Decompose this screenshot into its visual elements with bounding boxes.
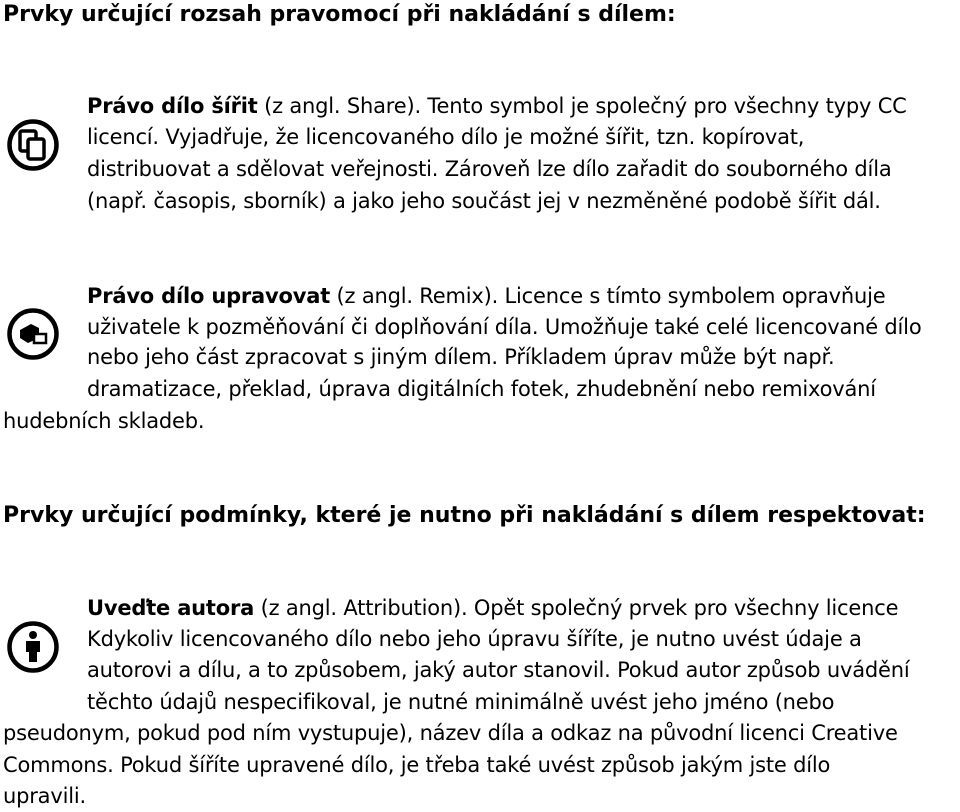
remix-line-1-rest: (z angl. Remix). Licence s tímto symbolem opravňuje [330,284,886,308]
remix-line-2: uživatele k pozměňování či doplňování díla. Umožňuje také celé licencované dílo [87,315,922,339]
share-line-1-rest: (z angl. Share). Tento symbol je společný pro všechny typy CC [257,94,907,118]
heading-scope: Prvky určující rozsah pravomocí při nakládání s dílem: [3,2,676,27]
remix-line-1 [87,281,885,311]
attribution-line-7: upravili. [3,784,86,808]
share-line-2: licencí. Vyjadřuje, že licencovaného dílo je možné šířit, tzn. kopírovat, [87,125,805,149]
share-icon [6,118,60,172]
attribution-term: Uveďte autora [87,596,255,620]
attribution-line-6: Commons. Pokud šíříte upravené dílo, je třeba také uvést způsob jakým jste dílo [3,753,831,777]
attribution-line-4: těchto údajů nespecifikoval, je nutné minimálně uvést jeho jméno (nebo [87,690,835,714]
remix-line-5: hudebních skladeb. [3,409,205,433]
heading-conditions: Prvky určující podmínky, které je nutno při nakládání s dílem respektovat: [3,503,926,528]
share-line-1 [87,91,907,121]
share-line-4: (např. časopis, sborník) a jako jeho součást jej v nezměněné podobě šířit dál. [87,189,881,213]
remix-line-4: dramatizace, překlad, úprava digitálních fotek, zhudebnění nebo remixování [87,377,876,401]
attribution-line-5: pseudonym, pokud pod ním vystupuje), název díla a odkaz na původní licenci Creative [3,721,898,745]
remix-term: Právo dílo upravovat [87,284,331,308]
attribution-line-3: autorovi a dílu, a to způsobem, jaký autor stanovil. Pokud autor způsob uvádění [87,658,910,682]
attribution-line-2: Kdykoliv licencovaného dílo nebo jeho úpravu šíříte, je nutno uvést údaje a [87,627,862,651]
share-line-3: distribuovat a sdělovat veřejnosti. Zároveň lze dílo zařadit do souborného díla [87,157,892,181]
share-term: Právo dílo šířit [87,94,258,118]
attribution-line-1 [87,593,898,623]
remix-icon [6,307,60,361]
attribution-line-1-rest: (z angl. Attribution). Opět společný prvek pro všechny licence [254,596,899,620]
remix-line-3: nebo jeho část zpracovat s jiným dílem. Příkladem úprav může být např. [87,345,835,369]
attribution-icon [6,620,60,674]
